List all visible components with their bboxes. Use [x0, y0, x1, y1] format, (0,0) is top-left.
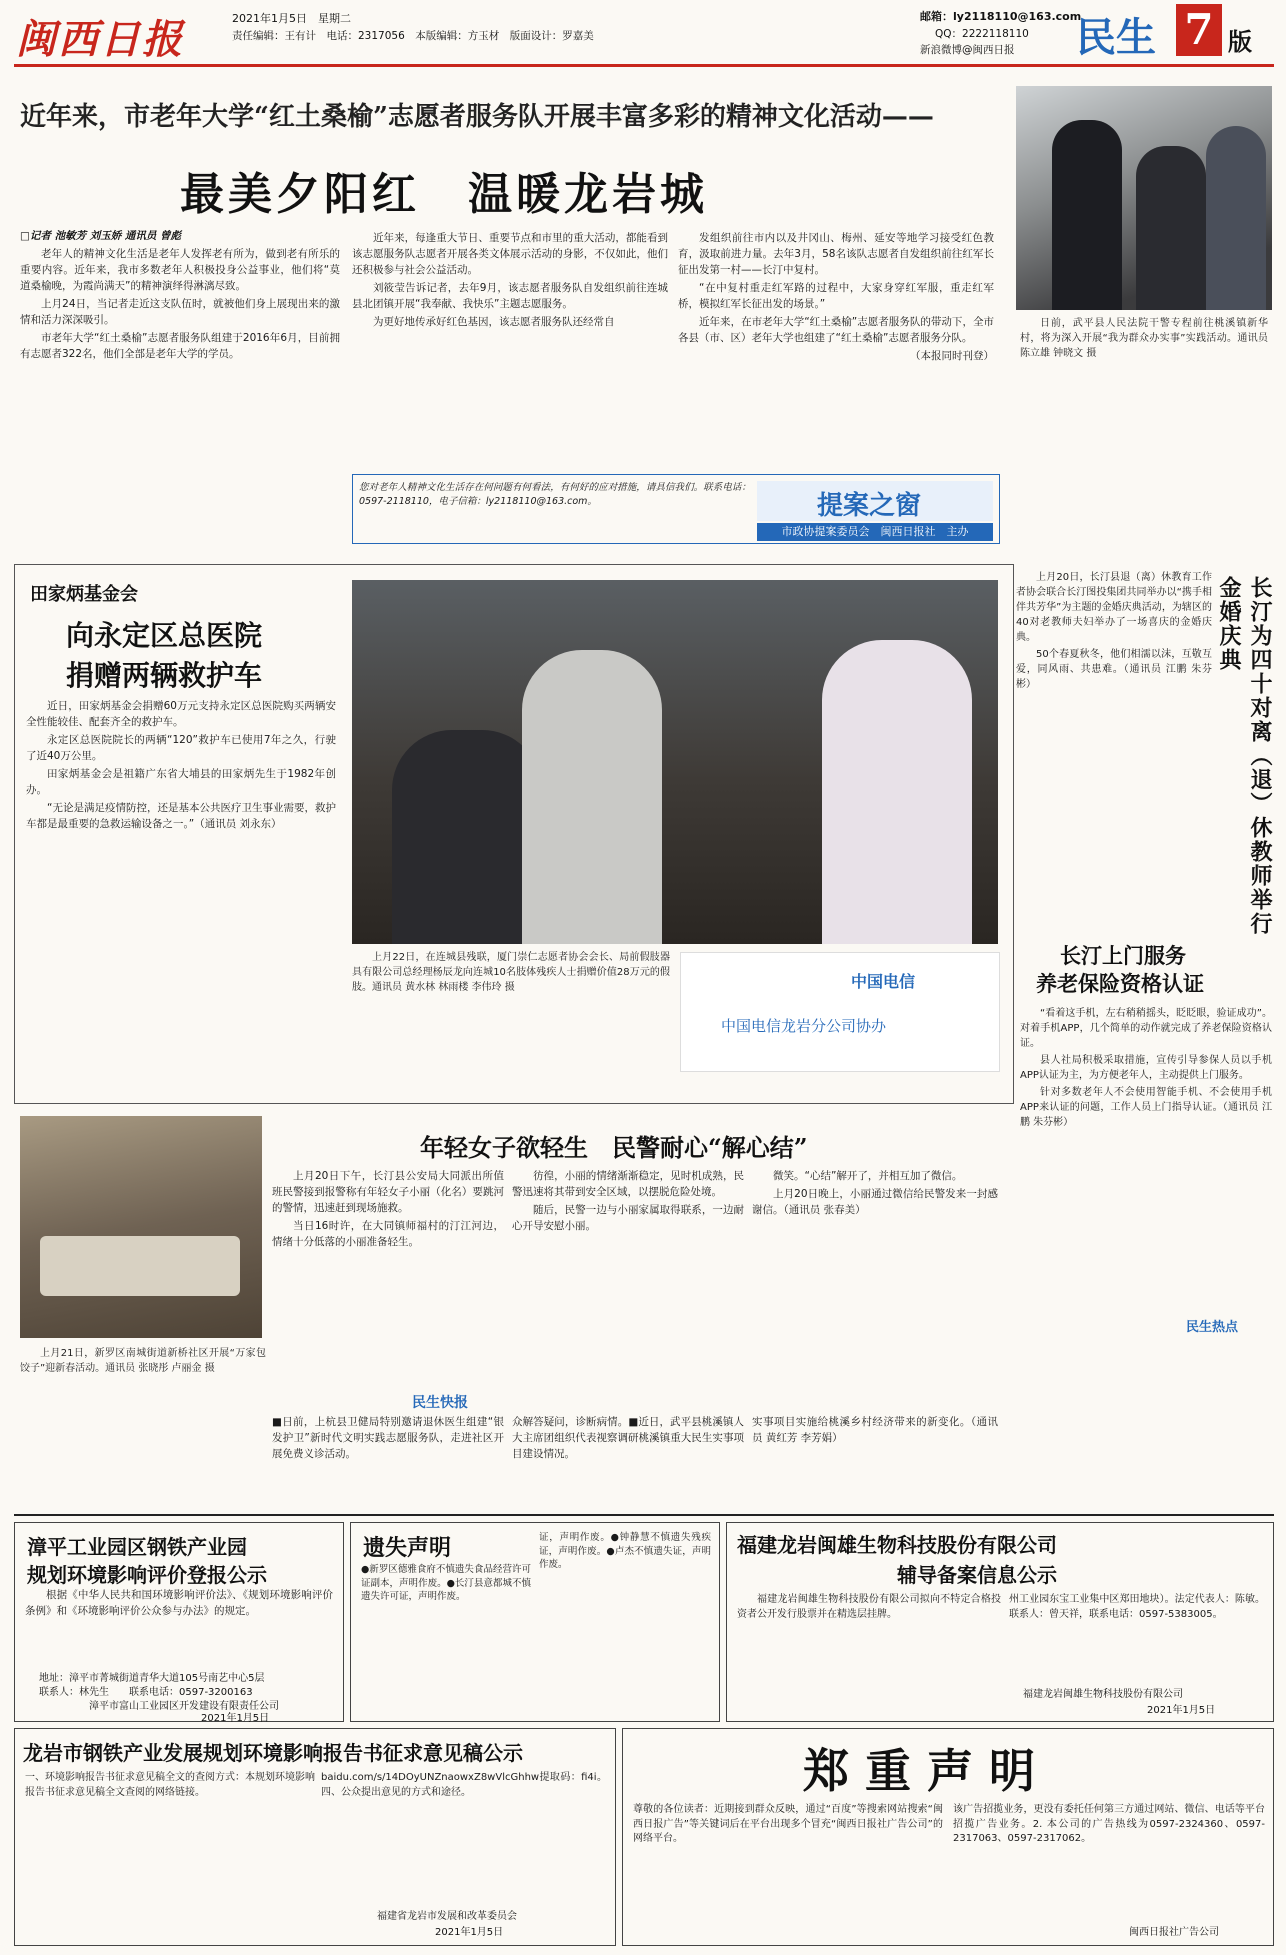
golden-wedding-title: 长汀为四十对离（退）休教师举行金婚庆典	[1216, 576, 1273, 936]
notice-minxiong-col-2: 州工业园东宝工业集中区郑田地块）。法定代表人：陈敏。联系人：曾天祥，联系电话：0597-5383005。	[1009, 1594, 1265, 1620]
suggestion-text: 您对老年人精神文化生活存在何问题有何看法，有何好的应对措施，请具信我们。联系电话：0597-2118110，电子信箱：ly2118110@163.com。	[359, 482, 751, 507]
court-photo-figure	[1206, 126, 1266, 310]
donation-paragraph: “无论是满足疫情防控，还是基本公共医疗卫生事业需要，救护车都是最重要的急救运输设备之一。”（通讯员 刘永东）	[26, 802, 336, 830]
dumpling-photo-table	[40, 1236, 240, 1296]
notice-solemn-org: 闽西日报社广告公司	[1129, 1927, 1219, 1938]
golden-wedding-paragraph: 上月20日，长汀县退（离）休教育工作者协会联合长汀图投集团共同举办以“携手相伴共芳华”为主题的金婚庆典活动，为辖区的40对老教师夫妇举办了一场喜庆的金婚庆典。	[1016, 572, 1212, 643]
police-col-2	[512, 1168, 744, 1400]
pension-title-1: 长汀上门服务	[1060, 943, 1186, 968]
notice-zhangping-contact: 联系人：林先生 联系电话：0597-3200163	[39, 1687, 253, 1698]
donation-paragraph: 近日，田家炳基金会捐赠60万元支持永定区总医院购买两辆安全性能较佳、配套齐全的救护车。	[26, 700, 336, 728]
prosthetic-photo-figure	[392, 730, 542, 944]
police-paragraph: 上月20日晚上，小丽通过微信给民警发来一封感谢信。（通讯员 张春美）	[752, 1188, 998, 1216]
lead-paragraph: 近年来，在市老年大学“红土桑榆”志愿者服务队的带动下，全市各县（市、区）老年大学也组建了“红土桑榆”志愿者服务分队。	[678, 316, 994, 344]
notice-steel-col-1: 一、环境影响报告书征求意见稿全文的查阅方式：本规划环境影响报告书征求意见稿全文查阅的网络链接。	[25, 1772, 315, 1798]
notice-steel-title: 龙岩市钢铁产业发展规划环境影响报告书征求意见稿公示	[23, 1741, 523, 1765]
page-number: 7	[1176, 4, 1222, 56]
police-paragraph: 上月20日下午，长汀县公安局大同派出所值班民警接到报警称有年轻女子小丽（化名）要跳河的警情，迅速赶到现场施救。	[272, 1170, 504, 1214]
golden-wedding-paragraph: 50个春夏秋冬，他们相濡以沫，互敬互爱，同风雨、共患难。（通讯员 江鹏 朱芬彬）	[1016, 649, 1212, 690]
issue-date: 2021年1月5日 星期二	[232, 12, 351, 25]
lead-kicker: 近年来，市老年大学“红土桑榆”志愿者服务队开展丰富多彩的精神文化活动——	[20, 102, 934, 132]
notice-zhangping	[14, 1522, 344, 1722]
lead-column-2	[352, 230, 668, 470]
lead-paragraph: 老年人的精神文化生活是老年人发挥老有所为，做到老有所乐的重要内容。近年来，我市多数老年人积极投身公益事业，他们将“莫道桑榆晚，为霞尚满天”的精神演绎得淋漓尽致。	[20, 248, 340, 292]
hot-badge: 民生热点	[1186, 1320, 1239, 1335]
qq: QQ：2222118110	[935, 28, 1029, 40]
notice-solemn-col-2: 该广告招揽业务，更没有委托任何第三方通过网站、微信、电话等平台招揽广告业务。2. 本公司的广告热线为0597-2324360、0597-2317063、0597-2317062。	[953, 1804, 1265, 1844]
notice-zhangping-date: 2021年1月5日	[201, 1713, 270, 1724]
lead-paragraph: 上月24日，当记者走近这支队伍时，就被他们身上展现出来的激情和活力深深吸引。	[20, 298, 340, 326]
pension-paragraph: 县人社局积极采取措施，宣传引导参保人员以手机APP认证为主，为方便老年人，主动提供上门服务。	[1020, 1055, 1272, 1081]
notice-solemn-col-1: 尊敬的各位读者：近期接到群众反映，通过“百度”等搜索网站搜索“闽西日报广告”等关键词后在平台出现多个冒充“闽西日报社广告公司”的网络平台。	[633, 1804, 943, 1844]
police-col-3	[752, 1168, 998, 1400]
masthead	[0, 0, 1286, 66]
section-rule	[14, 1514, 1274, 1516]
quick-news-badge: 民生快报	[412, 1395, 468, 1411]
quick-news-col-1: ■日前，上杭县卫健局特别邀请退休医生组建“银发护卫”新时代文明实践志愿服务队，走进社区开展免费义诊活动。	[272, 1416, 504, 1460]
pension-paragraph: “看着这手机，左右稍稍摇头，眨眨眼，验证成功”。对着手机APP，几个简单的动作就完成了养老保险资格认证。	[1020, 1008, 1272, 1049]
notice-steel-date: 2021年1月5日	[435, 1927, 504, 1938]
telecom-ad-text: 中国电信龙岩分公司协办	[721, 1017, 887, 1035]
court-photo	[1016, 86, 1272, 310]
donation-headline-2: 捐赠两辆救护车	[66, 659, 263, 692]
email: 邮箱：ly2118110@163.com	[920, 10, 1082, 23]
prosthetic-photo-figure	[522, 650, 662, 944]
golden-wedding-body	[1016, 570, 1212, 932]
court-photo-figure	[1052, 120, 1122, 310]
notice-zhangping-org: 漳平市富山工业园区开发建设有限责任公司	[89, 1701, 279, 1712]
notice-zhangping-body: 根据《中华人民共和国环境影响评价法》、《规划环境影响评价条例》和《环境影响评价公众参与办法》的规定。	[25, 1589, 333, 1617]
lead-paragraph: 为更好地传承好红色基因，该志愿者服务队还经常自	[373, 316, 615, 328]
pension-body	[1020, 1006, 1272, 1306]
lead-paragraph: 近年来，每逢重大节日、重要节点和市里的重大活动，都能看到该志愿服务队志愿者开展各类文体展示活动的身影，不仅如此，他们还积极参与社会公益活动。	[352, 232, 668, 276]
editor-line: 责任编辑：王有计 电话：2317056 本版编辑：方玉材 版面设计：罗嘉美	[232, 30, 594, 42]
lead-paragraph: 发组织前往市内以及井冈山、梅州、延安等地学习接受红色教育，汲取前进力量。去年3月，58名该队志愿者自发组织前往红军长征出发第一村——长汀中复村。	[678, 232, 994, 276]
quick-news-col-3: 实事项目实施给桃溪乡村经济带来的新变化。（通讯员 黄红芳 李芳娟）	[752, 1416, 998, 1444]
notice-steel	[14, 1728, 616, 1946]
masthead-rule	[14, 64, 1274, 67]
donation-headline-1: 向永定区总医院	[66, 619, 263, 652]
police-paragraph: 彷徨，小丽的情绪渐渐稳定，见时机成熟，民警迅速将其带到安全区域，以摆脱危险处境。	[512, 1170, 744, 1198]
notice-solemn-title: 郑重声明	[803, 1744, 1051, 1798]
notice-zhangping-address: 地址：漳平市菁城街道青华大道105号南艺中心5层	[39, 1673, 265, 1684]
donation-body	[26, 698, 336, 1096]
notice-lost-title: 遗失声明	[363, 1535, 452, 1561]
lead-paragraph: （本报同时刊登）	[910, 350, 994, 362]
prosthetic-photo-figure	[822, 640, 972, 944]
court-photo-figure	[1136, 146, 1206, 310]
notice-minxiong-date: 2021年1月5日	[1147, 1705, 1216, 1716]
pension-title-2: 养老保险资格认证	[1036, 971, 1204, 996]
notice-minxiong-col-1: 福建龙岩闽雄生物科技股份有限公司拟向不特定合格投资者公开发行股票并在精选层挂牌。	[737, 1594, 1001, 1620]
notice-minxiong-title-2: 辅导备案信息公示	[897, 1563, 1057, 1587]
newspaper-logo: 闽西日报	[16, 16, 184, 63]
police-headline: 年轻女子欲轻生 民警耐心“解心结”	[420, 1133, 808, 1162]
notice-steel-org: 福建省龙岩市发展和改革委员会	[377, 1911, 517, 1922]
lead-column-3	[678, 230, 994, 470]
dumpling-photo-caption: 上月21日，新罗区南城街道新桥社区开展“万家包饺子”迎新春活动。通讯员 张晓彤 卢丽金 摄	[20, 1348, 266, 1374]
lead-paragraph: 市老年大学“红土桑榆”志愿者服务队组建于2016年6月，目前拥有志愿者322名，他们全部是老年大学的学员。	[20, 332, 340, 360]
quick-news-col-2: 众解答疑问，诊断病情。■近日，武平县桃溪镇人大主席团组织代表视察调研桃溪镇重大民生实事项目建设情况。	[512, 1416, 744, 1460]
police-col-1	[272, 1168, 504, 1400]
weibo: 新浪微博@闽西日报	[920, 44, 1015, 56]
notice-lost	[350, 1522, 720, 1722]
donation-paragraph: 永定区总医院院长的两辆“120”救护车已使用7年之久，行驶了近40万公里。	[26, 734, 336, 762]
prosthetic-photo	[352, 580, 998, 944]
notice-zhangping-title-2: 规划环境影响评价登报公示	[27, 1563, 267, 1587]
lead-paragraph: “在中复村重走红军路的过程中，大家身穿红军服，重走红军桥，模拟红军长征出发的场景。”	[678, 282, 994, 310]
notice-lost-col-1: ●新罗区德雅食府不慎遗失食品经营许可证副本，声明作废。●长汀县意都城不慎遗失许可证，声明作废。	[361, 1564, 531, 1602]
lead-column-1	[20, 246, 340, 536]
pension-paragraph: 针对多数老年人不会使用智能手机、不会使用手机APP来认证的问题，工作人员上门指导认证。（通讯员 江鹏 朱芬彬）	[1020, 1087, 1272, 1128]
notice-zhangping-title-1: 漳平工业园区钢铁产业园	[27, 1535, 247, 1559]
notice-minxiong-org: 福建龙岩闽雄生物科技股份有限公司	[1023, 1689, 1183, 1700]
telecom-ad	[680, 952, 1000, 1072]
police-paragraph: 微笑。“心结”解开了，并相互加了微信。	[773, 1170, 963, 1182]
suggestion-footer: 市政协提案委员会 闽西日报社 主办	[757, 523, 993, 541]
notice-solemn	[622, 1728, 1274, 1946]
court-photo-caption: 日前，武平县人民法院干警专程前往桃溪镇新华村，将为深入开展“我为群众办实事”实践活动。通讯员 陈立雄 钟晓文 摄	[1020, 318, 1268, 359]
lead-byline: □记者 池敏芳 刘玉娇 通讯员 曾彪	[20, 230, 182, 242]
page-suffix: 版	[1228, 27, 1252, 56]
suggestion-badge-title: 提案之窗	[817, 491, 922, 521]
notice-lost-col-2: 证，声明作废。●钟静慧不慎遗失残疾证，声明作废。●卢杰不慎遗失证，声明作废。	[539, 1532, 711, 1570]
notice-minxiong	[726, 1522, 1274, 1722]
suggestion-box	[352, 474, 1000, 544]
notice-steel-col-2: baidu.com/s/14DOyUNZnaowxZ8wVlcGhhw提取码：fi4i。四、公众提出意见的方式和途径。	[321, 1772, 607, 1798]
prosthetic-photo-caption: 上月22日，在连城县残联，厦门崇仁志愿者协会会长、局前假肢器具有限公司总经理杨辰龙向连城10名肢体残疾人士捐赠价值28万元的假肢。通讯员 黄水林 林雨楼 李伟玲 摄	[352, 952, 670, 993]
donation-paragraph: 田家炳基金会是祖籍广东省大埔县的田家炳先生于1982年创办。	[26, 768, 336, 796]
lead-headline: 最美夕阳红 温暖龙岩城	[180, 169, 708, 220]
notice-minxiong-title-1: 福建龙岩闽雄生物科技股份有限公司	[737, 1533, 1057, 1557]
lead-paragraph: 刘筱莹告诉记者，去年9月，该志愿者服务队自发组织前往连城县北团镇开展“我奉献、我快乐”主题志愿服务。	[352, 282, 668, 310]
dumpling-photo	[20, 1116, 262, 1338]
telecom-ad-brand: 中国电信	[851, 972, 916, 991]
police-paragraph: 随后，民警一边与小丽家属取得联系，一边耐心开导安慰小丽。	[512, 1204, 744, 1232]
suggestion-badge	[757, 481, 993, 521]
donation-kicker: 田家炳基金会	[30, 584, 138, 605]
police-paragraph: 当日16时许，在大同镇师福村的汀江河边，情绪十分低落的小丽准备轻生。	[272, 1220, 504, 1248]
section-name: 民生	[1076, 14, 1156, 61]
